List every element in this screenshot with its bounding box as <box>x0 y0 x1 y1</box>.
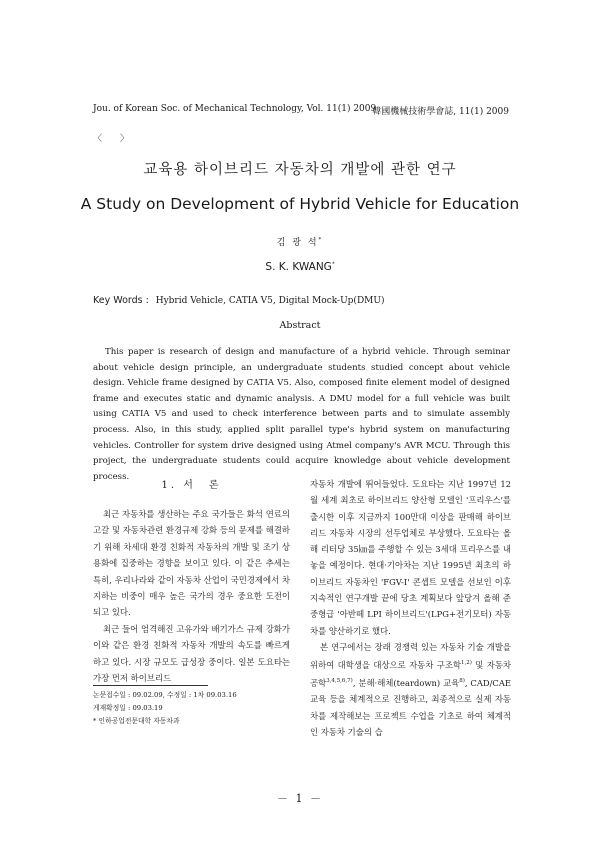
journal-citation-left: Jou. of Korean Soc. of Mechanical Technology, Vol. 11(1) 2009 <box>93 104 377 114</box>
text-segment: 본 연구에서는 장래 경쟁력 있는 자동차 기술 개발을 위하여 대학생을 대상으로 자동차 구조학 <box>310 641 511 671</box>
title-korean: 교육용 하이브리드 자동차의 개발에 관한 연구 <box>143 162 457 178</box>
author-english-marker: * <box>331 261 335 268</box>
page-number: － 1 － <box>277 792 323 805</box>
right-column <box>310 476 511 740</box>
body-paragraph: 최근 자동차를 생산하는 주요 국가들은 화석 연료의 고갈 및 자동차관련 환경규제 강화 등의 문제를 해결하기 위해 차세대 환경 친화적 자동차의 개발 및 조기 상용화에 집중하는 경향을 보이고 있다. 이 같은 추세는 특히, 우리나라와 같이 자동차 산업이 국민경제에서 차지하는 비중이 매우 높은 국가의 경우 중요한 도전이 되고 있다. <box>93 509 290 618</box>
author-korean-name: 김 광 석 <box>276 238 319 248</box>
keywords-text: Hybrid Vehicle, CATIA V5, Digital Mock-Up(DMU) <box>155 296 385 306</box>
footnote-accepted: 게재확정일 : 09.03.19 <box>93 704 163 712</box>
footnote-received: 논문접수일 : 09.02.09, 수정일 : 1차 09.03.16 <box>93 691 237 699</box>
footnotes <box>93 689 237 728</box>
text-segment: , 분해·해체(teardown) 교육 <box>352 678 460 689</box>
body-paragraph <box>310 639 511 740</box>
section-heading-introduction: 1. 서 론 <box>161 480 222 491</box>
journal-citation-right: 韓國機械技術學會誌, 11(1) 2009 <box>372 107 509 117</box>
left-column <box>93 476 290 686</box>
footnote-affiliation: * 인하공업전문대학 자동차과 <box>93 717 180 725</box>
author-marker: * <box>318 237 324 243</box>
keywords-line <box>93 295 384 306</box>
author-english <box>0 261 600 273</box>
reference-marker: 3,4,5,6,7) <box>326 678 353 685</box>
section-bracket: 〈 〉 <box>93 134 130 144</box>
keywords-label: Key Words : <box>93 295 149 306</box>
footnote-divider <box>93 685 208 686</box>
author-korean <box>0 235 600 248</box>
title-english: A Study on Development of Hybrid Vehicle for Education <box>80 195 520 213</box>
abstract-body: This paper is research of design and manufacture of a hybrid vehicle. Through seminar about vehicle design principle, an undergraduate students studied concept about vehicle design. Vehicle frame designed by CATIA V5. Also, composed finite element model of designed frame and executes static and dynamic analysis. A DMU model for a full vehicle was built using CATIA V5 and used to check interference between parts and to simulate assembly process. Also, in this study, applied split parallel type's hybrid system on manufacturing vehicles. Controller for system drive designed using Atmel company's AVR MCU. Through this project, the undergraduate students could acquire knowledge about vehicle development process. <box>93 347 510 482</box>
body-paragraph: 최근 들어 엄격해진 고유가와 배기가스 규제 강화가 이와 같은 환경 친화적 자동차 개발의 속도를 빠르게 하고 있다. 시장 규모도 급성장 중이다. 일본 도요타는 가장 먼저 하이브리드 <box>93 623 290 684</box>
text-segment: 및 자동차공학 <box>310 660 511 689</box>
body-paragraph: 자동차 개발에 뛰어들었다. 도요타는 지난 1997년 12월 세계 최초로 하이브리드 양산형 모델인 '프리우스'를 출시한 이후 지금까지 100만대 이상을 판매해 하이브리드 자동차 시장의 선두업체로 부상했다. 도요타는 올해 리터당 35㎞를 주행할 수 있는 3세대 프리우스를 내놓을 예정이다. 현대·기아차는 지난 1995년 최초의 하이브리드 자동차인 'FGV-I' 콘셉트 모델을 선보인 이후 지속적인 연구개발 끝에 당초 계획보다 앞당겨 올해 준중형급 '아반떼 LPI 하이브리드'(LPG+전기모터) 자동차를 양산하기로 했다. <box>310 479 511 636</box>
text-segment: , CAD/CAE 교육 등을 체계적으로 진행하고, 최종적으로 실제 자동차를 제작해보는 프로젝트 수업을 기초로 하여 체계적인 자동차 기술의 습 <box>310 678 511 738</box>
reference-marker: 1,2) <box>461 660 472 667</box>
abstract-heading: Abstract <box>279 320 321 331</box>
reference-marker: 8) <box>459 678 465 685</box>
author-english-name: S. K. KWANG <box>265 261 332 273</box>
